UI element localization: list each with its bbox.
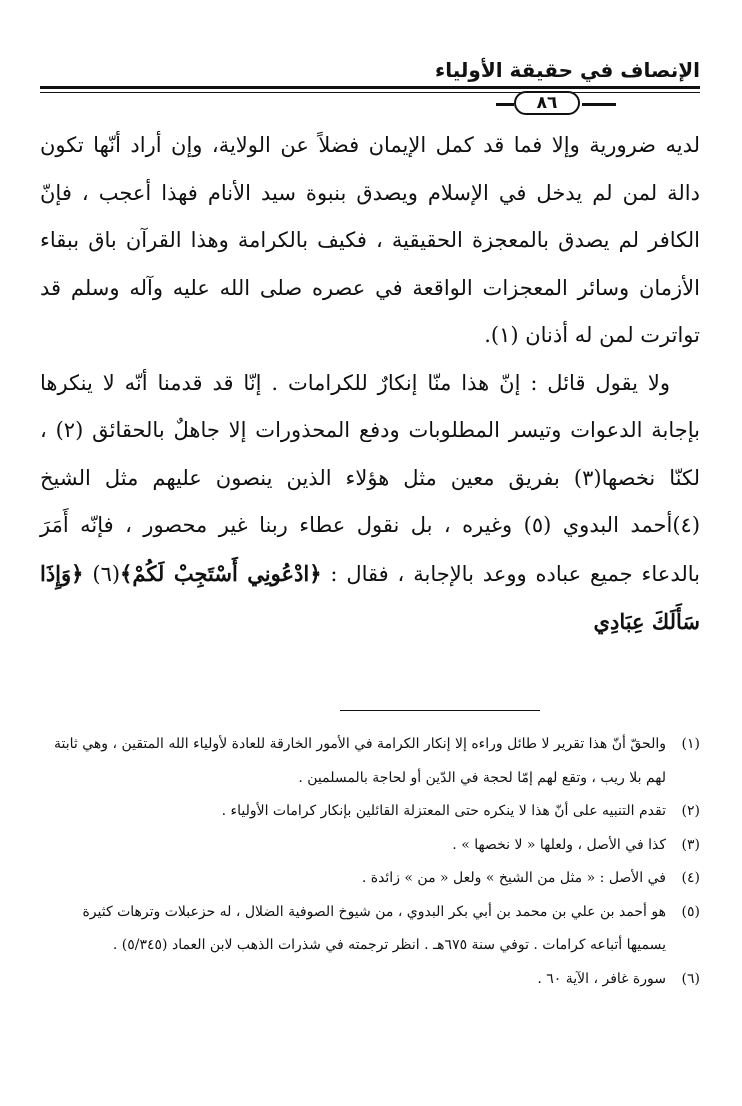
page-number: ٨٦ [514, 91, 580, 115]
header-rule-thick [40, 86, 700, 89]
footnote-number: (٣) [681, 836, 700, 853]
footnotes [40, 728, 700, 996]
footnote-4 [40, 862, 700, 896]
footnote-number: (١) [681, 736, 700, 752]
running-header-title: الإنصاف في حقيقة الأولياء [434, 58, 700, 82]
quran-verse-2: ﴿وَإِذَا سَأَلَكَ عِبَادِي [40, 560, 700, 634]
footnote-text: في الأصل : « مثل من الشيخ » ولعل « من » زائدة . [361, 870, 666, 886]
page-number-line-right [582, 103, 616, 106]
footnote-number: (٥) [681, 903, 700, 920]
footnote-1 [40, 728, 700, 795]
quran-verse-1-footnote-ref: (٦) [92, 561, 121, 586]
footnote-number: (٤) [681, 870, 700, 886]
paragraph-2 [40, 360, 700, 647]
footnote-text: والحقّ أنّ هذا تقرير لا طائل وراءه إلا إنكار الكرامة في الأمور الخارقة للعادة لأولياء الله المتقين ، وهي ثابتة لهم بلا ريب ، وتقع لهم إمّا لحجة في الدّين أو لحاجة بالمسلمين . [53, 736, 666, 786]
footnote-number: (٦) [681, 970, 700, 987]
quran-verse-1: ﴿ادْعُونِي أَسْتَجِبْ لَكُمْ﴾ [120, 560, 322, 586]
footnote-separator [340, 710, 540, 711]
footnote-text: تقدم التنبيه على أنّ هذا لا ينكره حتى المعتزلة القائلين بإنكار كرامات الأولياء . [221, 803, 666, 819]
page-number-line-left [496, 103, 514, 106]
footnote-5 [40, 896, 700, 963]
footnote-text: سورة غافر ، الآية ٦٠ . [537, 970, 666, 987]
paragraph-1: لديه ضرورية وإلا فما قد كمل الإيمان فضلاً عن الولاية، وإن أراد أنّها تكون دالة لمن لم يدخل في الإسلام ويصدق بنبوة سيد الأنام فهذا أعجب ، فإنّ الكافر لم يصدق بالمعجزة الحقيقية ، فكيف بالكرامة وهذا القرآن باق ببقاء الأزمان وسائر المعجزات الواقعة في عصره صلى الله عليه وآله وسلم قد تواترت لمن له أذنان (١). [40, 133, 700, 347]
main-text [40, 122, 700, 647]
footnote-2 [40, 795, 700, 829]
footnote-number: (٢) [681, 803, 700, 819]
footnote-6 [40, 963, 700, 997]
page-number-ornament [496, 90, 616, 118]
footnote-text: هو أحمد بن علي بن محمد بن أبي بكر البدوي ، من شيوخ الصوفية الضلال ، له حزعبلات وترهات كثيرة يسميها أتباعه كرامات . توفي سنة ٦٧٥هـ . انظر ترجمته في شذرات الذهب لابن العماد (٥/٣٤٥) . [82, 903, 666, 953]
footnote-text: كذا في الأصل ، ولعلها « لا نخصها » . [452, 836, 666, 853]
paragraph-2-text: ولا يقول قائل : إنّ هذا منّا إنكارٌ للكرامات . إنّا قد قدمنا أنّه لا ينكرها بإجابة الدعوات وتيسر المطلوبات ودفع المحذورات إلا جاهلٌ بالحقائق (٢) ، لكنّا نخصها(٣) بفريق معين مثل هؤلاء الذين ينصون عليهم مثل الشيخ (٤)أحمد البدوي (٥) وغيره ، بل نقول عطاء ربنا غير محصور ، فإنّه أَمَرَ بالدعاء جميع عباده ووعد بالإجابة ، فقال : [40, 370, 701, 586]
footnote-3 [40, 829, 700, 863]
